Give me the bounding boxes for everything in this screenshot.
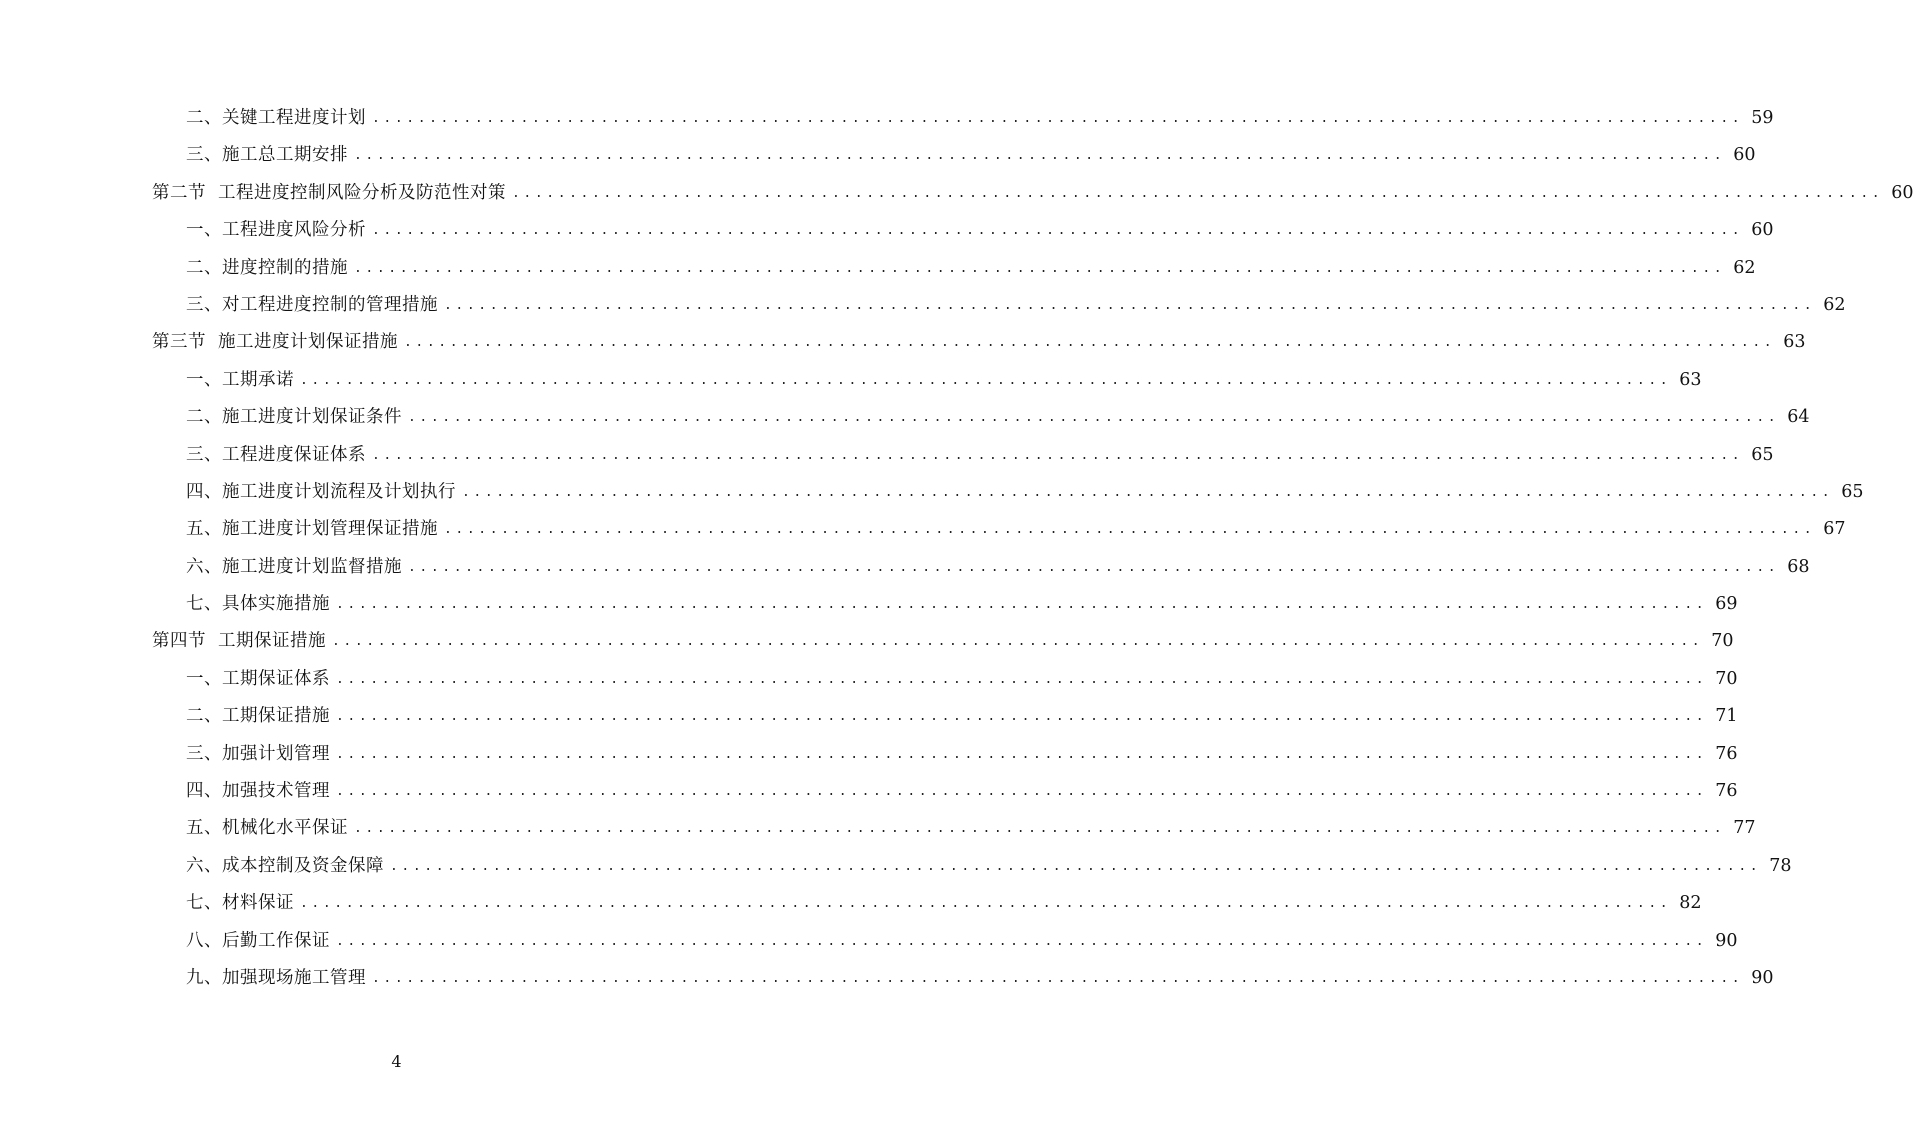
toc-entry-title — [186, 960, 366, 997]
toc-page-ref: 69 — [1715, 594, 1738, 615]
dot-leader: ........................................................................................................................ — [372, 447, 1744, 463]
toc-entry[interactable] — [0, 474, 1864, 511]
dot-leader: ........................................................................................................................ — [336, 746, 1708, 762]
toc-entry-text: 六、施工进度计划监督措施 — [186, 556, 402, 577]
toc-entry-text: 一、工期保证体系 — [186, 668, 330, 689]
toc-entry[interactable] — [0, 960, 1774, 997]
toc-entry-text: 四、加强技术管理 — [186, 781, 330, 802]
toc-page-ref: 68 — [1787, 556, 1810, 577]
toc-entry[interactable] — [0, 549, 1810, 586]
toc-entry[interactable] — [0, 212, 1774, 249]
dot-leader: ........................................................................................................................ — [332, 634, 1704, 650]
dot-leader: ........................................................................................................................ — [354, 821, 1726, 837]
toc-entry-title — [186, 923, 330, 960]
toc-page-ref: 90 — [1715, 930, 1738, 951]
toc-entry-title — [186, 810, 348, 847]
toc-entry-text: 四、施工进度计划流程及计划执行 — [186, 481, 456, 502]
toc-page-ref: 70 — [1715, 668, 1738, 689]
toc-section-entry[interactable] — [0, 623, 1734, 660]
toc-entry-title — [152, 623, 326, 660]
toc-entry-text: 三、施工总工期安排 — [186, 145, 348, 166]
toc-page-ref: 65 — [1841, 481, 1864, 502]
toc-entry-text: 二、施工进度计划保证条件 — [186, 407, 402, 428]
toc-page-ref: 63 — [1679, 369, 1702, 390]
toc-section-number: 第二节 — [152, 182, 206, 203]
toc-entry-title — [186, 773, 330, 810]
dot-leader: ........................................................................................................................ — [336, 933, 1708, 949]
toc-entry-text: 施工进度计划保证措施 — [218, 332, 398, 353]
toc-page-ref: 76 — [1715, 781, 1738, 802]
dot-leader: ........................................................................................................................ — [372, 111, 1744, 126]
toc-entry[interactable] — [0, 661, 1738, 698]
toc-page-ref: 60 — [1733, 145, 1756, 166]
toc-page-ref: 78 — [1769, 855, 1792, 876]
dot-leader: ........................................................................................................................ — [354, 148, 1726, 164]
dot-leader: ........................................................................................................................ — [390, 858, 1762, 874]
toc-entry[interactable] — [0, 511, 1846, 548]
toc-entry-title — [186, 661, 330, 698]
toc-entry[interactable] — [0, 362, 1702, 399]
toc-page-ref: 82 — [1679, 893, 1702, 914]
toc-entry-title — [186, 736, 330, 773]
dot-leader: ........................................................................................................................ — [408, 559, 1780, 575]
toc-page-ref: 70 — [1711, 631, 1734, 652]
dot-leader: ........................................................................................................................ — [354, 260, 1726, 276]
dot-leader: ........................................................................................................................ — [408, 410, 1780, 426]
toc-page-ref: 62 — [1733, 257, 1756, 278]
toc-page-ref: 77 — [1733, 818, 1756, 839]
toc-entry-title — [186, 362, 294, 399]
table-of-contents — [0, 100, 1913, 997]
toc-entry-title — [186, 885, 294, 922]
toc-page-ref: 63 — [1783, 332, 1806, 353]
toc-entry-text: 二、进度控制的措施 — [186, 257, 348, 278]
toc-entry-title — [186, 698, 330, 735]
toc-entry-title — [186, 137, 348, 174]
toc-page-ref: 59 — [1751, 108, 1774, 128]
toc-entry-text: 七、材料保证 — [186, 893, 294, 914]
toc-page-ref: 76 — [1715, 743, 1738, 764]
toc-entry[interactable] — [0, 773, 1738, 810]
toc-entry[interactable] — [0, 100, 1774, 137]
toc-entry[interactable] — [0, 923, 1738, 960]
toc-entry-title — [186, 250, 348, 287]
toc-entry-title — [186, 287, 438, 324]
toc-entry-text: 五、机械化水平保证 — [186, 818, 348, 839]
toc-page-ref: 65 — [1751, 444, 1774, 465]
toc-entry-text: 五、施工进度计划管理保证措施 — [186, 519, 438, 540]
dot-leader: ........................................................................................................................ — [336, 597, 1708, 613]
toc-section-number: 第三节 — [152, 332, 206, 353]
toc-entry-text: 二、关键工程进度计划 — [186, 108, 366, 128]
dot-leader: ........................................................................................................................ — [336, 709, 1708, 725]
toc-entry-text: 二、工期保证措施 — [186, 706, 330, 727]
toc-entry-text: 三、工程进度保证体系 — [186, 444, 366, 465]
dot-leader: ........................................................................................................................ — [336, 784, 1708, 800]
toc-page-ref: 67 — [1823, 519, 1846, 540]
toc-entry-title — [186, 848, 384, 885]
toc-entry[interactable] — [0, 287, 1846, 324]
toc-entry[interactable] — [0, 399, 1810, 436]
dot-leader: ........................................................................................................................ — [372, 223, 1744, 239]
toc-entry-title — [152, 175, 506, 212]
toc-page-ref: 62 — [1823, 294, 1846, 315]
toc-entry-text: 三、加强计划管理 — [186, 743, 330, 764]
toc-entry[interactable] — [0, 736, 1738, 773]
toc-page-ref: 60 — [1751, 220, 1774, 241]
dot-leader: ........................................................................................................................ — [372, 970, 1744, 986]
toc-entry-title — [186, 586, 330, 623]
toc-entry-text: 八、后勤工作保证 — [186, 930, 330, 951]
toc-page-ref: 60 — [1891, 182, 1913, 203]
toc-entry-text: 九、加强现场施工管理 — [186, 967, 366, 988]
toc-entry-title — [186, 212, 366, 249]
toc-page-ref: 90 — [1751, 967, 1774, 988]
toc-entry[interactable] — [0, 810, 1756, 847]
toc-entry-title — [152, 324, 398, 361]
dot-leader: ........................................................................................................................ — [300, 372, 1672, 388]
toc-section-entry[interactable] — [0, 175, 1913, 212]
toc-entry-title — [186, 549, 402, 586]
toc-page-ref: 64 — [1787, 407, 1810, 428]
toc-section-number: 第四节 — [152, 631, 206, 652]
dot-leader: ........................................................................................................................ — [462, 484, 1834, 500]
toc-entry[interactable] — [0, 885, 1702, 922]
toc-entry[interactable] — [0, 848, 1792, 885]
toc-entry-text: 三、对工程进度控制的管理措施 — [186, 294, 438, 315]
dot-leader: ........................................................................................................................ — [444, 522, 1816, 538]
toc-page-ref: 71 — [1715, 706, 1738, 727]
toc-entry[interactable] — [0, 586, 1738, 623]
toc-entry[interactable] — [0, 698, 1738, 735]
toc-entry-text: 一、工程进度风险分析 — [186, 220, 366, 241]
dot-leader: ........................................................................................................................ — [512, 185, 1884, 201]
toc-entry-title — [186, 399, 402, 436]
page-number: 4 — [391, 1052, 402, 1071]
toc-entry-title — [186, 511, 438, 548]
toc-entry-text: 一、工期承诺 — [186, 369, 294, 390]
toc-entry-text: 七、具体实施措施 — [186, 594, 330, 615]
toc-entry-title — [186, 100, 366, 137]
toc-entry-text: 工期保证措施 — [218, 631, 326, 652]
toc-entry[interactable] — [0, 437, 1774, 474]
toc-entry[interactable] — [0, 250, 1756, 287]
toc-section-entry[interactable] — [0, 324, 1806, 361]
dot-leader: ........................................................................................................................ — [404, 335, 1776, 351]
dot-leader: ........................................................................................................................ — [300, 896, 1672, 912]
dot-leader: ........................................................................................................................ — [444, 297, 1816, 313]
toc-entry-text: 六、成本控制及资金保障 — [186, 855, 384, 876]
toc-entry-title — [186, 437, 366, 474]
toc-entry[interactable] — [0, 137, 1756, 174]
dot-leader: ........................................................................................................................ — [336, 671, 1708, 687]
toc-entry-text: 工程进度控制风险分析及防范性对策 — [218, 182, 506, 203]
toc-entry-title — [186, 474, 456, 511]
